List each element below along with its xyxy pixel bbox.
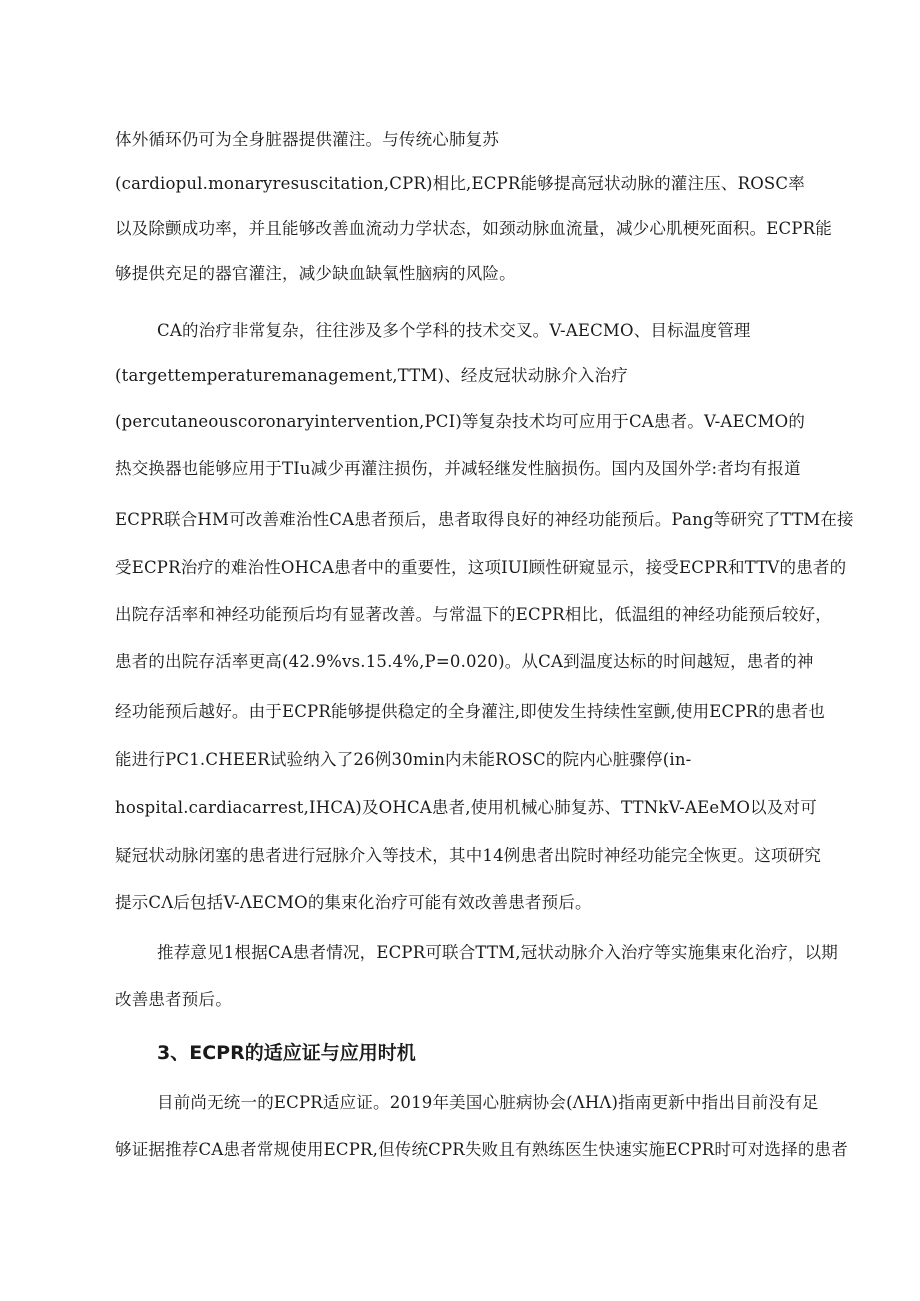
text-line: 受ECPR治疗的难治性OHCA患者中的重要性，这项IUI顾性研窥显示，接受ECPR和TTV的患者的 <box>115 558 847 577</box>
text-line: 提示CΛ后包括V-ΛECMO的集束化治疗可能有效改善患者预后。 <box>115 893 592 912</box>
text-line: 目前尚无统一的ECPR适应证。2019年美国心脏病协会(ΛHΛ)指南更新中指出目前没有足 <box>157 1093 819 1112</box>
text-line: 推荐意见1根据CA患者情况，ECPR可联合TTM,冠状动脉介入治疗等实施集束化治疗，以期 <box>157 943 838 962</box>
text-line: ECPR联合HM可改善难治性CA患者预后，患者取得良好的神经功能预后。Pang等研究了TTM在接 <box>115 510 854 529</box>
text-line: hospital.cardiacarrest,IHCA)及OHCA患者,使用机械心肺复苏、TTNkV-AEeMO以及对可 <box>115 798 817 817</box>
text-line: 出院存活率和神经功能预后均有显著改善。与常温下的ECPR相比，低温组的神经功能预后较好， <box>115 605 832 624</box>
section-heading: 3、ECPR的适应证与应用时机 <box>157 1042 416 1064</box>
text-line: 疑冠状动脉闭塞的患者进行冠脉介入等技术，其中14例患者出院时神经功能完全恢更。这项研究 <box>115 846 822 865</box>
text-line: 以及除颤成功率，并且能够改善血流动力学状态，如颈动脉血流量，减少心肌梗死面积。ECPR能 <box>115 219 832 238</box>
text-line: 患者的出院存活率更高(42.9%vs.15.4%,P=0.020)。从CA到温度达标的时间越短，患者的神 <box>115 652 814 671</box>
text-line: 热交换器也能够应用于TIu减少再灌注损伤，并减轻继发性脑损伤。国内及国外学:者均有报道 <box>115 459 801 478</box>
text-line: (targettemperaturemanagement,TTM)、经皮冠状动脉介入治疗 <box>115 366 628 385</box>
text-line: 体外循环仍可为全身脏器提供灌注。与传统心肺复苏 <box>115 130 500 149</box>
text-line: 够提供充足的器官灌注，减少缺血缺氧性脑病的风险。 <box>115 264 516 283</box>
text-line: (cardiopul.monaryresuscitation,CPR)相比,ECPR能够提高冠状动脉的灌注压、ROSC率 <box>115 174 805 193</box>
text-line: 改善患者预后。 <box>115 990 232 1009</box>
text-line: CA的治疗非常复杂，往往涉及多个学科的技术交叉。V-AECMO、目标温度管理 <box>157 321 751 340</box>
text-line: 够证据推荐CA患者常规使用ECPR,但传统CPR失败且有熟练医生快速实施ECPR时可对选择的患者 <box>115 1140 848 1159</box>
text-line: 经功能预后越好。由于ECPR能够提供稳定的全身灌注,即使发生持续性室颤,使用ECPR的患者也 <box>115 702 826 721</box>
text-line: (percutaneouscoronaryintervention,PCI)等复杂技术均可应用于CA患者。V-AECMO的 <box>115 412 806 431</box>
text-line: 能进行PC1.CHEER试验纳入了26例30min内未能ROSC的院内心脏骤停(in- <box>115 750 692 769</box>
